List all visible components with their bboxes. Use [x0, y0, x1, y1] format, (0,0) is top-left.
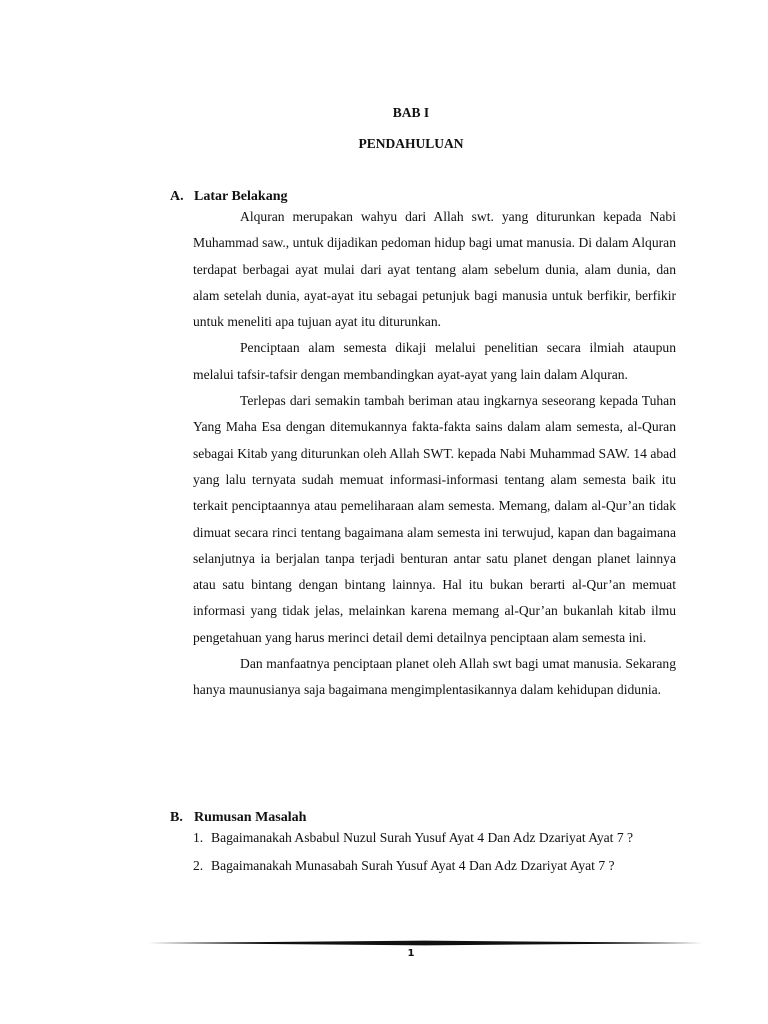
list-item [193, 825, 676, 851]
list-item [193, 853, 676, 879]
list-item-text: Bagaimanakah Asbabul Nuzul Surah Yusuf Ayat 4 Dan Adz Dzariyat Ayat 7 ? [211, 830, 634, 845]
paragraph: Dan manfaatnya penciptaan planet oleh Allah swt bagi umat manusia. Sekarang hanya maunusianya saja bagaimana mengimplentasikannya dalam kehidupan didunia. [193, 656, 676, 698]
paragraph: Terlepas dari semakin tambah beriman atau ingkarnya seseorang kepada Tuhan Yang Maha Esa dengan ditemukannya fakta-fakta sains dalam alam semesta, al-Quran sebagai Kitab yang diturunkan oleh Allah SWT. kepada Nabi Muhammad SAW. 14 abad yang lalu ternyata sudah memuat informasi-informasi tentang alam semesta baik itu terkait penciptaannya atau pemeliharaan alam semesta. Memang, dalam al-Qur’an tidak dimuat secara rinci tentang bagaimana alam semesta ini terwujud, kapan dan bagaimana selanjutnya ia berjalan tanpa terjadi benturan antar satu planet dengan planet lainnya atau satu bintang dengan bintang lainnya. Hal itu bukan berarti al-Qur’an memuat informasi yang tidak jelas, melainkan karena memang al-Qur’an bukanlah kitab ilmu pengetahuan yang harus merinci detail demi detailnya penciptaan alam semesta ini. [193, 393, 676, 645]
section-title: Rumusan Masalah [194, 810, 307, 825]
page-number: 1 [407, 948, 415, 959]
list-item-number: 2. [193, 858, 204, 874]
paragraph: Penciptaan alam semesta dikaji melalui penelitian secara ilmiah ataupun melalui tafsir-tafsir dengan membandingkan ayat-ayat yang lain dalam Alquran. [193, 340, 676, 382]
paragraph: Alquran merupakan wahyu dari Allah swt. yang diturunkan kepada Nabi Muhammad saw., untuk dijadikan pedoman hidup bagi umat manusia. Di dalam Alquran terdapat berbagai ayat mulai dari ayat tentang alam sebelum dunia, alam dunia, dan alam setelah dunia, ayat-ayat itu sebagai petunjuk bagi manusia untuk berfikir, berfikir untuk meneliti apa tujuan ayat itu diturunkan. [193, 209, 676, 330]
section-body-latar-belakang [193, 204, 676, 704]
chapter-title: PENDAHULUAN [358, 136, 464, 151]
list-item-text: Bagaimanakah Munasabah Surah Yusuf Ayat 4 Dan Adz Dzariyat Ayat 7 ? [211, 858, 615, 874]
problem-list [193, 825, 676, 880]
section-letter: B. [170, 810, 183, 825]
section-heading-rumusan-masalah [170, 810, 306, 826]
footer-rule [148, 940, 703, 946]
chapter-number: BAB I [392, 105, 430, 120]
section-title: Latar Belakang [194, 189, 288, 204]
list-item-number: 1. [193, 830, 204, 845]
section-heading-latar-belakang [170, 189, 287, 205]
section-letter: A. [170, 189, 184, 204]
